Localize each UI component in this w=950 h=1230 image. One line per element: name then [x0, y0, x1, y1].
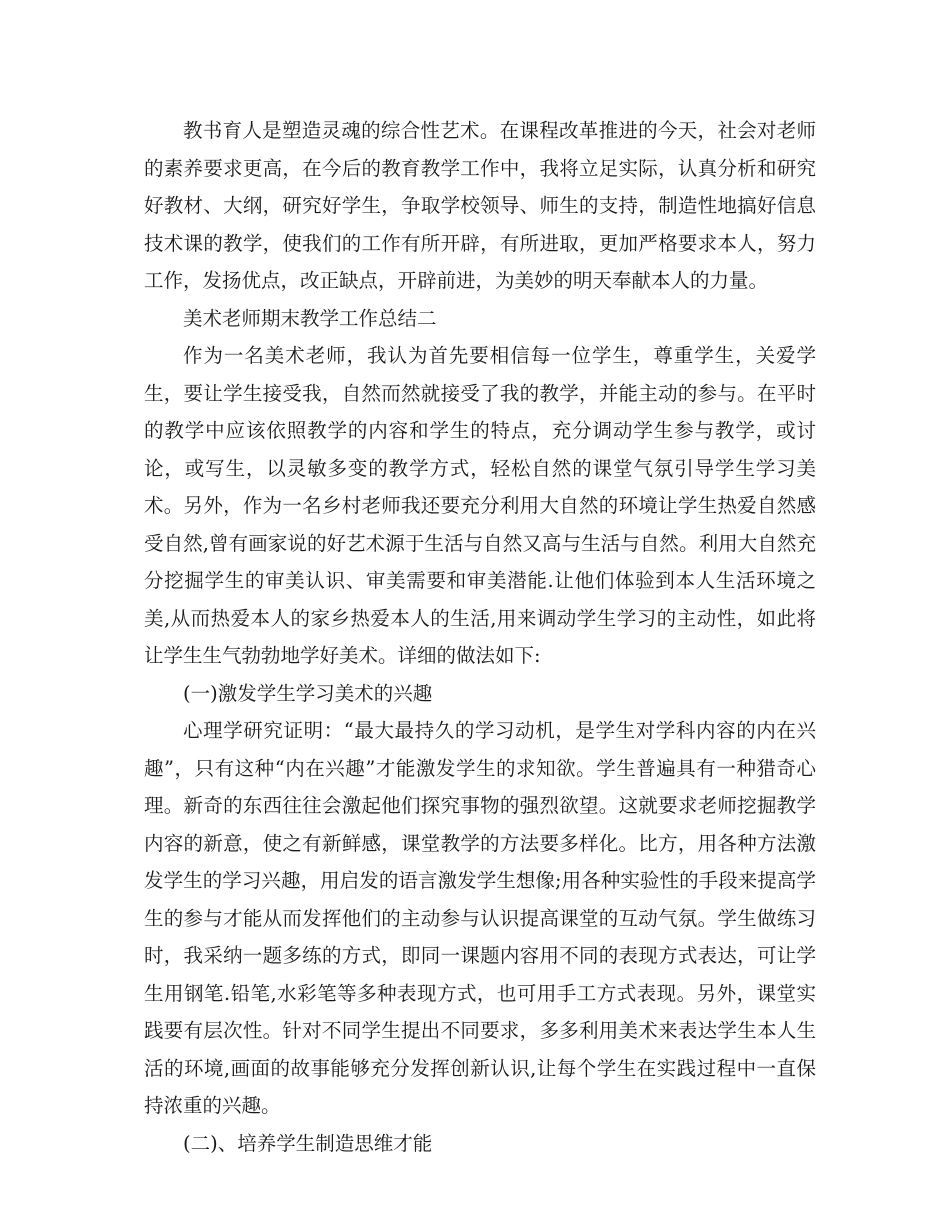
subheading-1: (一)激发学生学习美术的兴趣 — [183, 681, 433, 705]
document-body — [144, 112, 816, 1162]
subheading-2: (二)、培养学生制造思维才能 — [183, 1131, 433, 1155]
paragraph-3: 心理学研究证明：“最大最持久的学习动机，是学生对学科内容的内在兴趣”，只有这种“内在兴趣”才能激发学生的求知欲。学生普遍具有一种猎奇心理。新奇的东西往往会激起他们探究事物的强烈欲望。这就要求老师挖掘教学内容的新意，使之有新鲜感，课堂教学的方法要多样化。比方，用各种方法激发学生的学习兴趣，用启发的语言激发学生想像;用各种实验性的手段来提高学生的参与才能从而发挥他们的主动参与认识提高课堂的互动气氛。学生做练习时，我采纳一题多练的方式，即同一课题内容用不同的表现方式表达，可让学生用钢笔.铅笔,水彩笔等多种表现方式，也可用手工方式表现。另外，课堂实践要有层次性。针对不同学生提出不同要求，多多利用美术来表达学生本人生活的环境,画面的故事能够充分发挥创新认识,让每个学生在实践过程中一直保持浓重的兴趣。 — [144, 719, 816, 1117]
paragraph-1: 教书育人是塑造灵魂的综合性艺术。在课程改革推进的今天，社会对老师的素养要求更高，在今后的教育教学工作中，我将立足实际，认真分析和研究好教材、大纲，研究好学生，争取学校领导、师生的支持，制造性地搞好信息技术课的教学，使我们的工作有所开辟，有所进取，更加严格要求本人，努力工作，发扬优点，改正缺点，开辟前进，为美妙的明天奉献本人的力量。 — [144, 119, 816, 292]
section-title-2: 美术老师期末教学工作总结二 — [183, 306, 437, 330]
paragraph-2: 作为一名美术老师，我认为首先要相信每一位学生，尊重学生，关爱学生，要让学生接受我，自然而然就接受了我的教学，并能主动的参与。在平时的教学中应该依照教学的内容和学生的特点，充分调动学生参与教学，或讨论，或写生，以灵敏多变的教学方式，轻松自然的课堂气氛引导学生学习美术。另外，作为一名乡村老师我还要充分利用大自然的环境让学生热爱自然感受自然,曾有画家说的好艺术源于生活与自然又高与生活与自然。利用大自然充分挖掘学生的审美认识、审美需要和审美潜能.让他们体验到本人生活环境之美,从而热爱本人的家乡热爱本人的生活,用来调动学生学习的主动性，如此将让学生生气勃勃地学好美术。详细的做法如下: — [144, 344, 816, 667]
